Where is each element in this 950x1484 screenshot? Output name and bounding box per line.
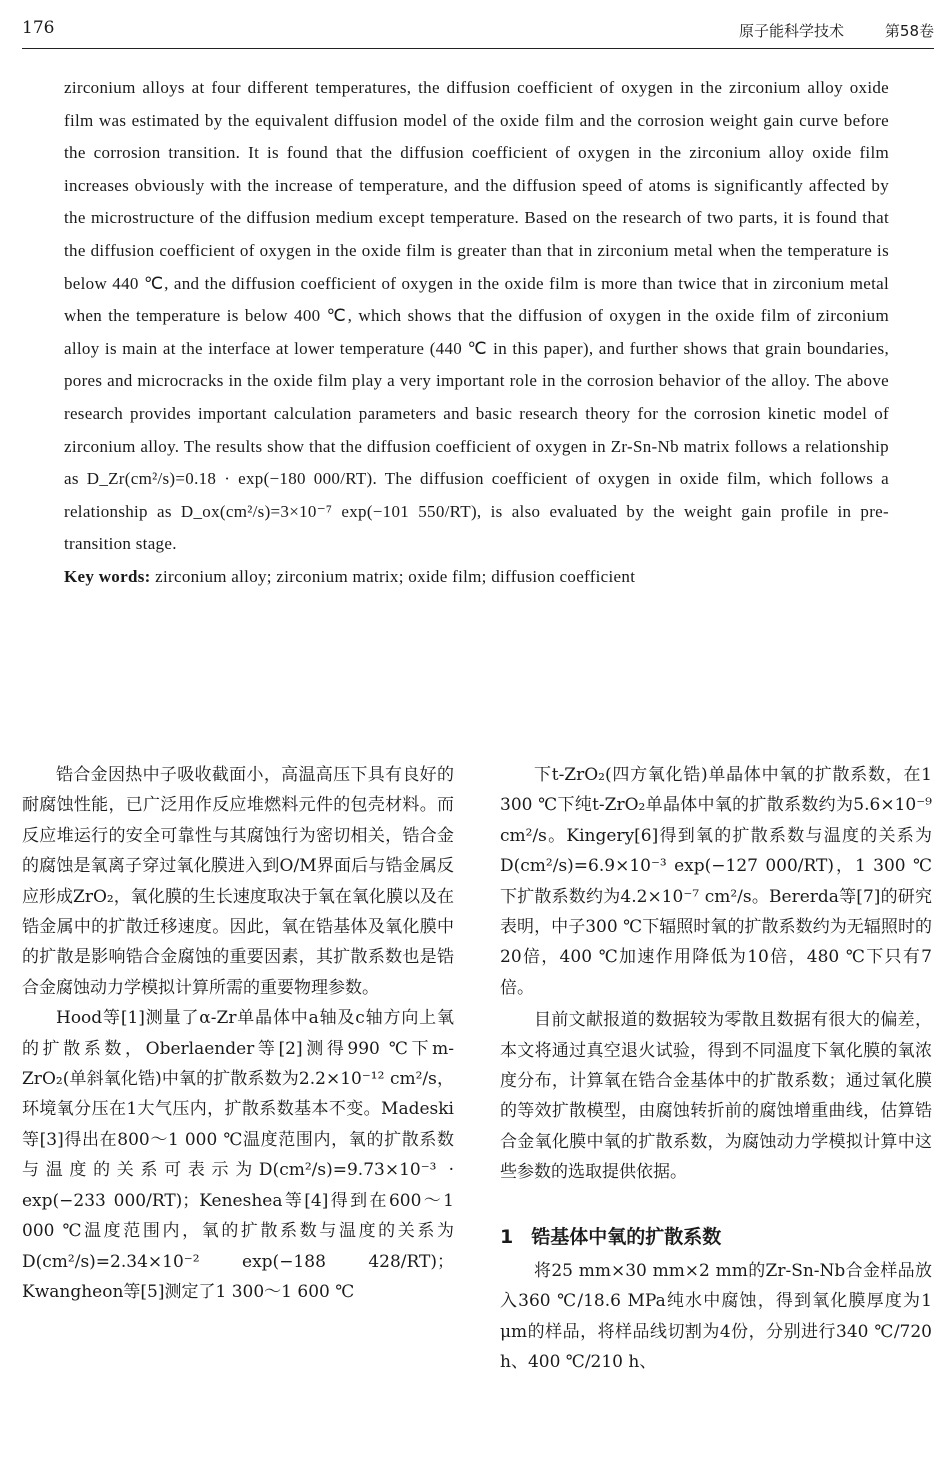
section-number: 1: [500, 1225, 514, 1248]
section-paragraph-1: 将25 mm×30 mm×2 mm的Zr-Sn-Nb合金样品放入360 ℃/18.6 MPa纯水中腐蚀，得到氧化膜厚度为1 μm的样品，将样品线切割为4份，分别进行340 ℃/720 h、400 ℃/210 h、: [500, 1260, 932, 1372]
keywords-label: Key words:: [64, 566, 151, 586]
section-title: 锆基体中氧的扩散系数: [531, 1225, 722, 1248]
intro-paragraph-3: 下t-ZrO₂(四方氧化锆)单晶体中氧的扩散系数，在1 300 ℃下纯t-ZrO₂单晶体中氧的扩散系数约为5.6×10⁻⁹ cm²/s。Kingery[6]得到氧的扩散系数与温度的关系为D(cm²/s)=6.9×10⁻³ exp(−127 000/RT)，1 300 ℃下扩散系数约为4.2×10⁻⁷ cm²/s。Bererda等[7]的研究表明，中子300 ℃下辐照时氧的扩散系数约为无辐照时的20倍，400 ℃加速作用降低为10倍，480 ℃下只有7倍。: [500, 765, 932, 998]
english-abstract: [64, 72, 889, 594]
keywords-line: [64, 561, 889, 594]
intro-paragraph-1: 锆合金因热中子吸收截面小，高温高压下具有良好的耐腐蚀性能，已广泛用作反应堆燃料元件的包壳材料。而反应堆运行的安全可靠性与其腐蚀行为密切相关，锆合金的腐蚀是氧离子穿过氧化膜进入到O/M界面后与锆金属反应形成ZrO₂，氧化膜的生长速度取决于氧在氧化膜以及在锆金属中的扩散迁移速度。因此，氧在锆基体及氧化膜中的扩散是影响锆合金腐蚀的重要因素，其扩散系数也是锆合金腐蚀动力学模拟计算所需的重要物理参数。: [22, 765, 454, 998]
abstract-text: zirconium alloys at four different temperatures, the diffusion coefficient of oxygen in the zirconium alloy oxide film was estimated by the equivalent diffusion model of the oxide film and the corrosion weight gain curve before the corrosion transition. It is found that the diffusion coefficient of oxygen in the zirconium alloy oxide film increases obviously with the increase of temperature, and the diffusion speed of atoms is significantly affected by the microstructure of the diffusion medium except temperature. Based on the research of two parts, it is found that the diffusion coefficient of oxygen in the oxide film is greater than that in zirconium metal when the temperature is below 440 ℃, and the diffusion coefficient of oxygen in the oxide film is more than twice that in zirconium metal when the temperature is below 400 ℃, which shows that the diffusion of oxygen in the oxide film of zirconium alloy is main at the interface at lower temperature (440 ℃ in this paper), and further shows that grain boundaries, pores and microcracks in the oxide film play a very important role in the corrosion behavior of the alloy. The above research provides important calculation parameters and basic research theory for the corrosion kinetic model of zirconium alloy. The results show that the diffusion coefficient of oxygen in Zr-Sn-Nb matrix follows a relationship as D_Zr(cm²/s)=0.18 · exp(−180 000/RT). The diffusion coefficient of oxygen in oxide film, which follows a relationship as D_ox(cm²/s)=3×10⁻⁷ exp(−101 550/RT), is also evaluated by the weight gain profile in pre-transition stage.: [64, 78, 889, 554]
right-column: [500, 760, 932, 1377]
page-number: 176: [22, 18, 55, 38]
page-header: [22, 14, 934, 49]
section-heading: [500, 1222, 932, 1252]
journal-name: 原子能科学技术: [738, 22, 844, 40]
intro-paragraph-4: 目前文献报道的数据较为零散且数据有很大的偏差，本文将通过真空退火试验，得到不同温度下氧化膜的氧浓度分布，计算氧在锆合金基体中的扩散系数；通过氧化膜的等效扩散模型，由腐蚀转折前的腐蚀增重曲线，估算锆合金氧化膜中氧的扩散系数，为腐蚀动力学模拟计算中这些参数的选取提供依据。: [500, 1010, 932, 1183]
keywords-text: zirconium alloy; zirconium matrix; oxide film; diffusion coefficient: [155, 566, 636, 586]
volume-label: 第58卷: [884, 22, 934, 40]
intro-paragraph-2: Hood等[1]测量了α-Zr单晶体中a轴及c轴方向上氧的扩散系数，Oberlaender等[2]测得990 ℃下m-ZrO₂(单斜氧化锆)中氧的扩散系数为2.2×10⁻¹² cm²/s，环境氧分压在1大气压内，扩散系数基本不变。Madeski等[3]得出在800～1 000 ℃温度范围内，氧的扩散系数与温度的关系可表示为D(cm²/s)=9.73×10⁻³ · exp(−233 000/RT)；Keneshea等[4]得到在600～1 000 ℃温度范围内，氧的扩散系数与温度的关系为D(cm²/s)=2.34×10⁻² exp(−188 428/RT)；Kwangheon等[5]测定了1 300～1 600 ℃: [22, 1008, 454, 1302]
left-column: [22, 760, 454, 1307]
